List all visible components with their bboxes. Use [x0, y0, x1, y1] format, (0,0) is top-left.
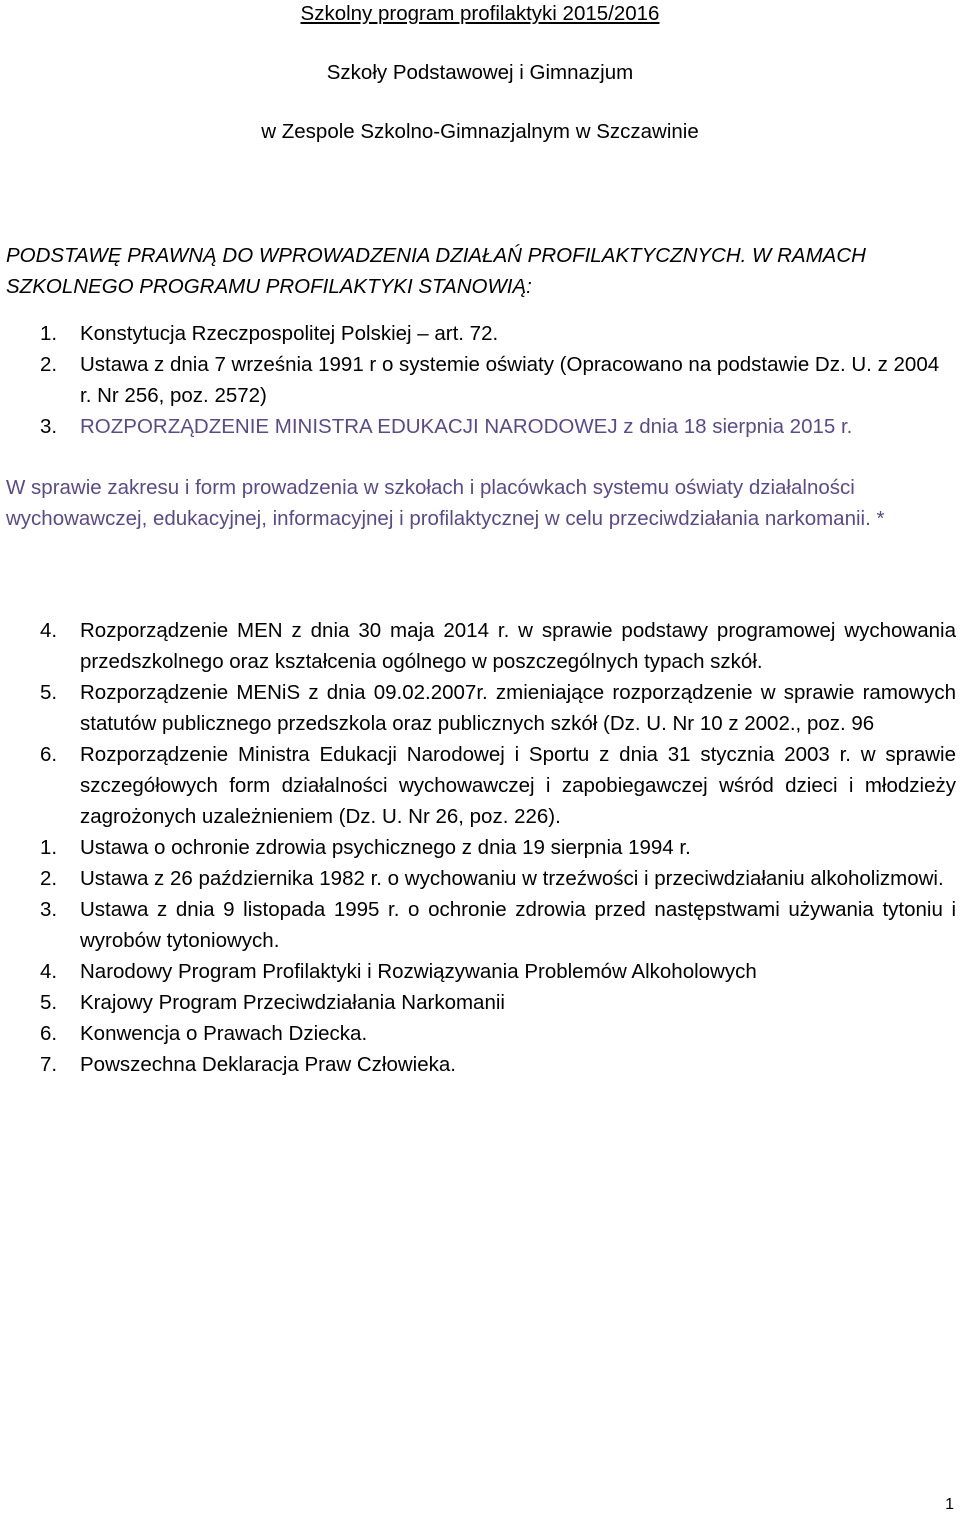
list-item: [6, 956, 956, 987]
list-item-number: 2.: [40, 867, 58, 890]
regulation-description: W sprawie zakresu i form prowadzenia w szkołach i placówkach systemu oświaty działalności wychowawczej, edukacyjnej, informacyjnej i profilaktycznej w celu przeciwdziałania narkomanii. *: [6, 476, 885, 530]
regulation-title: ROZPORZĄDZENIE MINISTRA EDUKACJI NARODOWEJ: [80, 415, 618, 438]
list-item: [6, 987, 956, 1018]
list-item-text: Ustawa o ochronie zdrowia psychicznego z dnia 19 sierpnia 1994 r.: [80, 836, 691, 859]
legal-basis-list: [6, 318, 956, 442]
list-item-text: Powszechna Deklaracja Praw Człowieka.: [80, 1053, 456, 1076]
list-item-number: 6.: [40, 743, 58, 766]
list-item-text: Ustawa z 26 października 1982 r. o wychowaniu w trzeźwości i przeciwdziałaniu alkoholizmowi.: [80, 867, 944, 890]
list-item-text: Ustawa z dnia 7 września 1991 r o systemie oświaty (Opracowano na podstawie Dz. U. z 2004 r. Nr 256, poz. 2572): [80, 353, 940, 407]
school-complex: w Zespole Szkolno-Gimnazjalnym w Szczawinie: [261, 120, 699, 143]
list-item: [6, 1018, 956, 1049]
list-item-text: Ustawa z dnia 9 listopada 1995 r. o ochronie zdrowia przed następstwami używania tytoniu i wyrobów tytoniowych.: [80, 898, 956, 952]
list-item-text: Narodowy Program Profilaktyki i Rozwiązywania Problemów Alkoholowych: [80, 960, 757, 983]
list-item: [6, 318, 956, 349]
list-item-text: Krajowy Program Przeciwdziałania Narkomanii: [80, 991, 505, 1014]
list-item-number: 4.: [40, 960, 58, 983]
list-item: [6, 1049, 956, 1080]
list-item-number: 3.: [40, 415, 58, 438]
list-item: [6, 832, 956, 863]
regulations-list: [6, 615, 956, 1080]
list-item-number: 4.: [40, 619, 58, 642]
list-item-number: 5.: [40, 991, 58, 1014]
list-item-number: 1.: [40, 322, 58, 345]
list-item: [6, 894, 956, 956]
list-item-number: 7.: [40, 1053, 58, 1076]
list-item-number: 5.: [40, 681, 58, 704]
list-item: [6, 349, 956, 411]
page-number: 1: [945, 1496, 954, 1513]
list-item-text: Konwencja o Prawach Dziecka.: [80, 1022, 368, 1045]
list-item: [6, 739, 956, 832]
list-item-number: 6.: [40, 1022, 58, 1045]
list-item: [6, 615, 956, 677]
document-title: Szkolny program profilaktyki 2015/2016: [300, 2, 660, 25]
list-item-number: 2.: [40, 353, 58, 376]
legal-basis-heading: PODSTAWĘ PRAWNĄ DO WPROWADZENIA DZIAŁAŃ PROFILAKTYCZNYCH. W RAMACH SZKOLNEGO PROGRAMU PROFILAKTYKI STANOWIĄ:: [6, 244, 866, 298]
list-item: [6, 677, 956, 739]
list-item-text: Konstytucja Rzeczpospolitej Polskiej – art. 72.: [80, 322, 499, 345]
list-item-number: 3.: [40, 898, 58, 921]
list-item-text: Rozporządzenie MEN z dnia 30 maja 2014 r. w sprawie podstawy programowej wychowania przedszkolnego oraz kształcenia ogólnego w poszczególnych typach szkół.: [80, 619, 956, 673]
list-item-number: 1.: [40, 836, 58, 859]
list-item-text: Rozporządzenie Ministra Edukacji Narodowej i Sportu z dnia 31 stycznia 2003 r. w sprawie szczegółowych form działalności wychowawczej i zapobiegawczej wśród dzieci i młodzieży zagrożonych uzależnieniem (Dz. U. Nr 26, poz. 226).: [80, 743, 956, 828]
list-item-text: Rozporządzenie MENiS z dnia 09.02.2007r. zmieniające rozporządzenie w sprawie ramowych statutów publicznego przedszkola oraz publicznych szkół (Dz. U. Nr 10 z 2002., poz. 96: [80, 681, 956, 735]
school-name: Szkoły Podstawowej i Gimnazjum: [326, 61, 634, 84]
list-item: [6, 863, 956, 894]
regulation-date: z dnia 18 sierpnia 2015 r.: [617, 415, 853, 438]
list-item: [6, 411, 956, 442]
